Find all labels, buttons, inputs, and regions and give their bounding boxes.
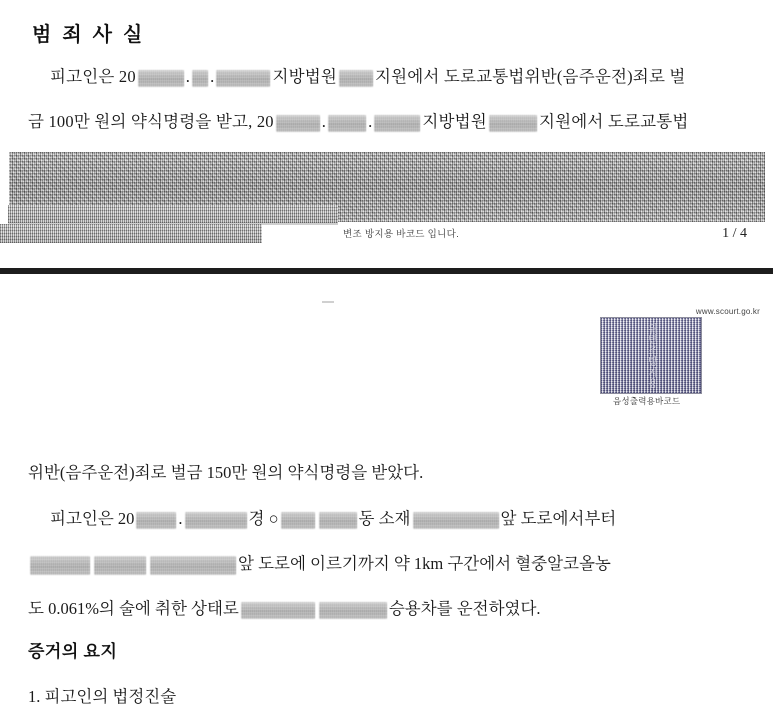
scan-noise-strip [0, 224, 262, 243]
page-title: 범 죄 사 실 [32, 24, 146, 46]
line-segment: 금 100만 원의 약식명령을 받고, 20 [28, 112, 274, 131]
barcode-watermark-text: 위변조방지용 [645, 322, 657, 389]
redaction-block [276, 115, 320, 132]
line-segment: . [321, 112, 327, 131]
line-segment: . [210, 67, 215, 86]
redaction-block [192, 70, 208, 87]
redaction-block [185, 512, 247, 529]
line-segment: . [185, 67, 191, 86]
line-segment: . [368, 112, 373, 131]
evidence-list-item: 1. 피고인의 법정진술 [28, 687, 177, 706]
crime-facts-line-2 [28, 108, 689, 132]
line-segment: 승용차를 운전하였다. [388, 599, 541, 618]
scan-noise-strip [8, 205, 338, 223]
crime-facts-line-4 [50, 505, 616, 529]
court-website-url: www.scourt.go.kr [695, 307, 760, 316]
document-page-1 [0, 0, 773, 268]
line-segment: 피고인은 20 [50, 509, 135, 528]
barcode-note: 변조 방지용 바코드 입니다. [343, 229, 460, 240]
evidence-section-heading: 증거의 요지 [28, 642, 118, 661]
redaction-block [319, 602, 387, 619]
line-segment: 경 ○ [248, 509, 279, 528]
redaction-block [328, 115, 366, 132]
line-segment: 앞 도로에서부터 [500, 509, 617, 528]
redaction-block [339, 70, 373, 87]
line-segment: 동 소재 [358, 509, 411, 528]
redaction-block [319, 512, 357, 529]
line-segment: 피고인은 20 [50, 67, 136, 86]
line-segment: 지원에서 도로교통법위반(음주운전)죄로 벌 [375, 67, 686, 86]
redaction-block [241, 602, 315, 619]
crime-facts-line-6 [28, 595, 541, 619]
redaction-block [150, 556, 236, 575]
line-segment: . [178, 509, 183, 528]
crime-facts-line-1 [50, 63, 686, 87]
security-barcode [600, 317, 702, 394]
redaction-block [136, 512, 176, 529]
barcode-caption: 음성출력용바코드 [613, 396, 681, 406]
line-segment: 지방법원 [272, 67, 337, 86]
line-segment: 위반(음주운전)죄로 벌금 150만 원의 약식명령을 받았다. [28, 463, 424, 482]
redaction-block [489, 115, 537, 132]
document-page-2 [0, 274, 773, 721]
redaction-block [138, 70, 184, 87]
redaction-block [216, 70, 270, 87]
crime-facts-line-3 [28, 459, 423, 483]
redaction-block [413, 512, 499, 529]
redaction-block [94, 556, 146, 575]
page-number: 1 / 4 [722, 226, 747, 241]
line-segment: 지방법원 [422, 112, 487, 131]
redaction-block [30, 556, 90, 575]
line-segment: 지원에서 도로교통법 [538, 112, 689, 131]
scan-artifact [322, 301, 334, 303]
line-segment: 앞 도로에 이르기까지 약 1km 구간에서 혈중알코올농 [238, 554, 611, 573]
crime-facts-line-5 [28, 550, 611, 575]
line-segment: 도 0.061%의 술에 취한 상태로 [28, 599, 239, 618]
redaction-block [281, 512, 315, 529]
redaction-block [374, 115, 420, 132]
